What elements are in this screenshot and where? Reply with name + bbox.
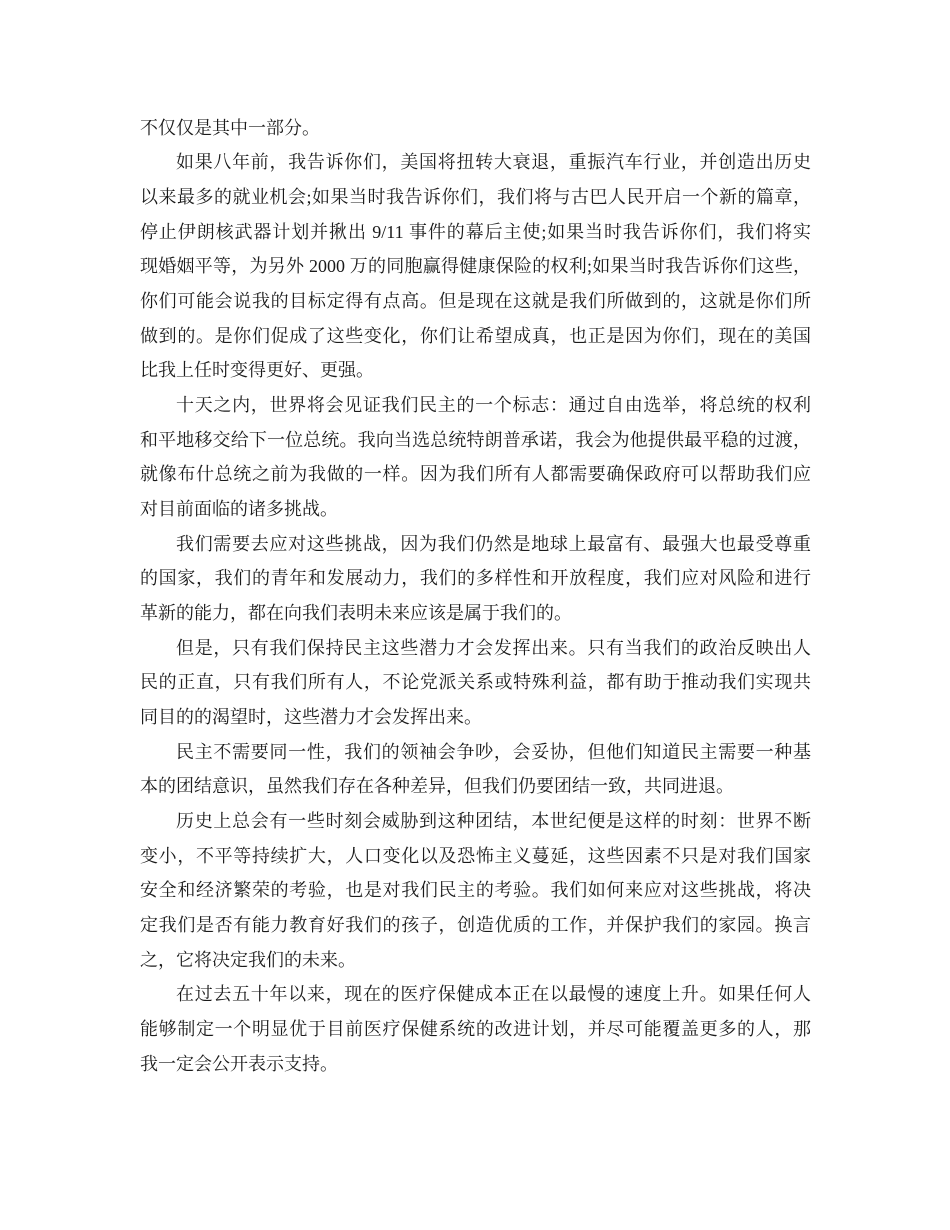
text-line: 和平地移交给下一位总统。我向当选总统特朗普承诺，我会为他提供最平稳的过渡， xyxy=(140,429,811,450)
text-line: 做到的。是你们促成了这些变化，你们让希望成真，也正是因为你们，现在的美国 xyxy=(140,325,811,346)
text-line: 我一定会公开表示支持。 xyxy=(140,1053,338,1074)
text-line: 同目的的渴望时，这些潜力才会发挥出来。 xyxy=(140,707,482,728)
text-line: 如果八年前，我告诉你们，美国将扭转大衰退，重振汽车行业，并创造出历史 xyxy=(176,152,811,173)
text-line: 不仅仅是其中一部分。 xyxy=(140,117,320,138)
text-line: 本的团结意识，虽然我们存在各种差异，但我们仍要团结一致，共同进退。 xyxy=(140,776,734,797)
text-line: 定我们是否有能力教育好我们的孩子，创造优质的工作，并保护我们的家园。换言 xyxy=(140,915,811,936)
text-line: 停止伊朗核武器计划并揪出 9/11 事件的幕后主使;如果当时我告诉你们，我们将实 xyxy=(140,221,811,242)
text-line: 对目前面临的诸多挑战。 xyxy=(140,498,338,519)
text-line: 历史上总会有一些时刻会威胁到这种团结，本世纪便是这样的时刻：世界不断 xyxy=(176,811,811,832)
text-line: 之，它将决定我们的未来。 xyxy=(140,949,356,970)
paragraph xyxy=(140,111,811,146)
text-line: 你们可能会说我的目标定得有点高。但是现在这就是我们所做到的，这就是你们所 xyxy=(140,290,811,311)
text-line: 现婚姻平等，为另外 2000 万的同胞赢得健康保险的权利;如果当时我告诉你们这些， xyxy=(140,256,811,277)
text-line: 十天之内，世界将会见证我们民主的一个标志：通过自由选举，将总统的权利 xyxy=(176,394,811,415)
paragraph xyxy=(140,735,811,804)
text-line: 变小，不平等持续扩大，人口变化以及恐怖主义蔓延，这些因素不只是对我们国家 xyxy=(140,845,811,866)
text-line: 以来最多的就业机会;如果当时我告诉你们，我们将与古巴人民开启一个新的篇章， xyxy=(140,186,811,207)
text-line: 我们需要去应对这些挑战，因为我们仍然是地球上最富有、最强大也最受尊重 xyxy=(176,533,811,554)
text-line: 比我上任时变得更好、更强。 xyxy=(140,360,374,381)
paragraph xyxy=(140,388,811,527)
text-line: 安全和经济繁荣的考验，也是对我们民主的考验。我们如何来应对这些挑战，将决 xyxy=(140,880,811,901)
paragraph xyxy=(140,631,811,735)
text-line: 革新的能力，都在向我们表明未来应该是属于我们的。 xyxy=(140,603,572,623)
text-line: 就像布什总统之前为我做的一样。因为我们所有人都需要确保政府可以帮助我们应 xyxy=(140,464,811,485)
text-line: 民的正直，只有我们所有人，不论党派关系或特殊利益，都有助于推动我们实现共 xyxy=(140,672,811,693)
document-page xyxy=(140,111,811,1082)
paragraph xyxy=(140,527,811,631)
text-line: 在过去五十年以来，现在的医疗保健成本正在以最慢的速度上升。如果任何人 xyxy=(176,984,811,1005)
paragraph xyxy=(140,145,811,388)
paragraph xyxy=(140,804,811,977)
text-line: 但是，只有我们保持民主这些潜力才会发挥出来。只有当我们的政治反映出人 xyxy=(176,637,811,658)
paragraph xyxy=(140,977,811,1081)
text-line: 民主不需要同一性，我们的领袖会争吵，会妥协，但他们知道民主需要一种基 xyxy=(176,741,811,762)
text-line: 能够制定一个明显优于目前医疗保健系统的改进计划，并尽可能覆盖更多的人，那 xyxy=(140,1019,811,1040)
text-line: 的国家，我们的青年和发展动力，我们的多样性和开放程度，我们应对风险和进行 xyxy=(140,568,811,589)
